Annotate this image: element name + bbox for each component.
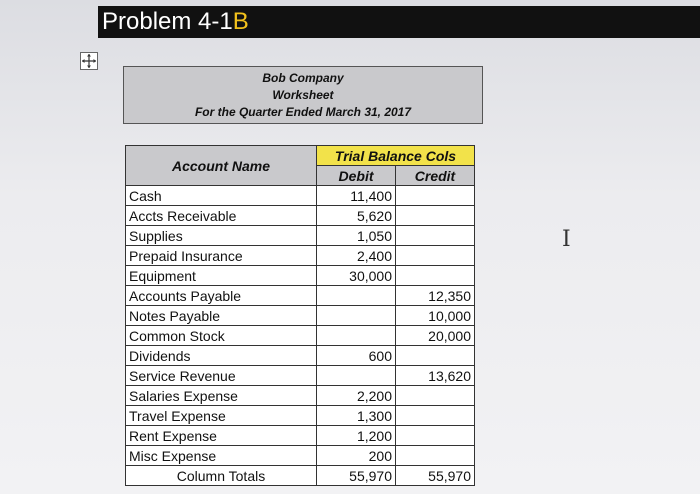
table-move-handle-icon[interactable] [80, 52, 98, 70]
credit-header: Credit [396, 166, 475, 186]
debit-cell[interactable]: 2,200 [317, 386, 396, 406]
credit-cell[interactable] [396, 186, 475, 206]
totals-debit[interactable]: 55,970 [317, 466, 396, 486]
credit-cell[interactable] [396, 446, 475, 466]
account-cell[interactable]: Accounts Payable [126, 286, 317, 306]
company-name: Bob Company [262, 71, 344, 85]
page-title-text: Problem 4-1 [102, 8, 233, 35]
page-title [98, 6, 700, 38]
table-row [126, 206, 475, 226]
credit-cell[interactable]: 10,000 [396, 306, 475, 326]
period-label: For the Quarter Ended March 31, 2017 [194, 105, 412, 119]
debit-cell[interactable] [317, 326, 396, 346]
header-row-top [126, 146, 475, 166]
totals-label[interactable]: Column Totals [126, 466, 317, 486]
debit-cell[interactable]: 1,200 [317, 426, 396, 446]
account-cell[interactable]: Salaries Expense [126, 386, 317, 406]
table-row [126, 226, 475, 246]
table-row [126, 406, 475, 426]
table-row [126, 386, 475, 406]
text-cursor-icon: I [562, 227, 571, 252]
table-row [126, 446, 475, 466]
table-row [126, 366, 475, 386]
table-row [126, 306, 475, 326]
totals-credit[interactable]: 55,970 [396, 466, 475, 486]
debit-cell[interactable]: 5,620 [317, 206, 396, 226]
debit-cell[interactable]: 200 [317, 446, 396, 466]
credit-cell[interactable] [396, 426, 475, 446]
page-title-accent: B [232, 8, 249, 35]
table-row [126, 246, 475, 266]
debit-cell[interactable]: 2,400 [317, 246, 396, 266]
worksheet-header [123, 66, 483, 124]
account-cell[interactable]: Equipment [126, 266, 317, 286]
account-cell[interactable]: Travel Expense [126, 406, 317, 426]
account-cell[interactable]: Service Revenue [126, 366, 317, 386]
credit-cell[interactable] [396, 226, 475, 246]
account-cell[interactable]: Supplies [126, 226, 317, 246]
account-cell[interactable]: Dividends [126, 346, 317, 366]
table-row [126, 346, 475, 366]
debit-header: Debit [317, 166, 396, 186]
credit-cell[interactable] [396, 266, 475, 286]
credit-cell[interactable]: 20,000 [396, 326, 475, 346]
debit-cell[interactable] [317, 306, 396, 326]
account-cell[interactable]: Misc Expense [126, 446, 317, 466]
account-cell[interactable]: Prepaid Insurance [126, 246, 317, 266]
credit-cell[interactable]: 13,620 [396, 366, 475, 386]
totals-row [126, 466, 475, 486]
debit-cell[interactable]: 11,400 [317, 186, 396, 206]
table-row [126, 266, 475, 286]
worksheet-table [125, 145, 475, 486]
debit-cell[interactable]: 1,300 [317, 406, 396, 426]
table-row [126, 426, 475, 446]
debit-cell[interactable]: 30,000 [317, 266, 396, 286]
debit-cell[interactable]: 600 [317, 346, 396, 366]
trial-balance-header: Trial Balance Cols [317, 146, 475, 166]
table-row [126, 286, 475, 306]
account-cell[interactable]: Accts Receivable [126, 206, 317, 226]
credit-cell[interactable]: 12,350 [396, 286, 475, 306]
credit-cell[interactable] [396, 346, 475, 366]
account-cell[interactable]: Rent Expense [126, 426, 317, 446]
account-name-header: Account Name [126, 146, 317, 186]
credit-cell[interactable] [396, 386, 475, 406]
account-cell[interactable]: Notes Payable [126, 306, 317, 326]
account-cell[interactable]: Cash [126, 186, 317, 206]
table-row [126, 326, 475, 346]
credit-cell[interactable] [396, 246, 475, 266]
worksheet-table-container [125, 145, 475, 486]
debit-cell[interactable] [317, 366, 396, 386]
document-name: Worksheet [272, 88, 334, 102]
account-cell[interactable]: Common Stock [126, 326, 317, 346]
table-row [126, 186, 475, 206]
credit-cell[interactable] [396, 406, 475, 426]
debit-cell[interactable]: 1,050 [317, 226, 396, 246]
debit-cell[interactable] [317, 286, 396, 306]
credit-cell[interactable] [396, 206, 475, 226]
